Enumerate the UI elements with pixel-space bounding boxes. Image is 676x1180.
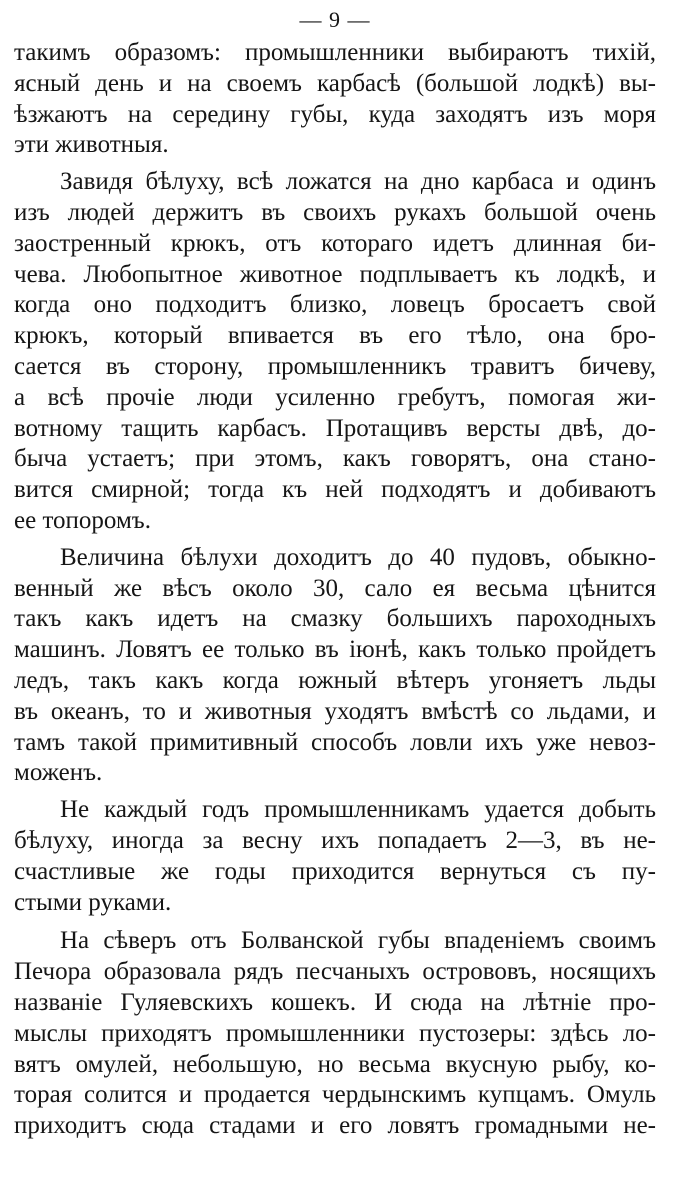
paragraph-2 [14,167,656,537]
text-line: мыслы приходятъ промышленники пустозеры: здѣсь ло- [14,1019,656,1047]
text-line: эти животныя. [14,131,169,159]
text-line: ледъ, такъ какъ когда южный вѣтеръ угоняетъ льды [14,666,656,694]
text-line: вотному тащить карбасъ. Протащивъ версты двѣ, до- [14,414,656,442]
text-line: Величина бѣлухи доходитъ до 40 пудовъ, обыкно- [60,543,656,571]
paragraph-4 [14,795,656,918]
text-line: такъ какъ идетъ на смазку большихъ пароходныхъ [14,605,656,633]
text-line: а всѣ прочіе люди усиленно гребутъ, помогая жи- [14,383,656,411]
text-line: вятъ омулей, небольшую, но весьма вкусную рыбу, ко- [14,1050,656,1078]
text-line: Печора образовала рядъ песчаныхъ острововъ, носящихъ [14,958,656,986]
text-line: венный же вѣсъ около 30, сало ея весьма цѣнится [14,574,656,602]
text-line: ясный день и на своемъ карбасѣ (большой лодкѣ) вы- [14,69,656,97]
text-line: изъ людей держитъ въ своихъ рукахъ большой очень [14,198,656,226]
paragraph-1 [14,38,656,161]
text-line: въ океанъ, то и животныя уходятъ вмѣстѣ со льдами, и [14,697,656,725]
text-line: приходитъ сюда стадами и его ловятъ громадными не- [14,1112,656,1140]
text-line: стыми руками. [14,888,172,916]
text-line: ѣзжаютъ на середину губы, куда заходятъ изъ моря [14,100,656,128]
text-line: вится смирной; тогда къ ней подходятъ и добиваютъ [14,476,656,504]
text-line: Не каждый годъ промышленникамъ удается добыть [60,796,656,824]
text-line: машинъ. Ловятъ ее только въ іюнѣ, какъ только пройдетъ [14,636,656,664]
text-line: быча устаетъ; при этомъ, какъ говорятъ, она стано- [14,445,656,473]
text-line: когда оно подходитъ близко, ловецъ бросаетъ свой [14,291,656,319]
text-line: ее топоромъ. [14,506,151,534]
text-line: такимъ образомъ: промышленники выбираютъ тихій, [14,39,656,66]
text-line: моженъ. [14,759,103,787]
text-line: крюкъ, который впивается въ его тѣло, она бро- [14,322,656,350]
paragraph-3 [14,543,656,789]
page-number: — 9 — [299,7,371,32]
paragraph-5 [14,926,656,1142]
text-line: заостренный крюкъ, отъ котораго идетъ длинная би- [14,229,656,257]
text-line: сается въ сторону, промышленникъ травитъ бичеву, [14,352,656,380]
text-line: чева. Любопытное животное подплываетъ къ лодкѣ, и [14,260,656,288]
text-line: счастливые же годы приходится вернуться съ пу- [14,857,656,885]
text-line: тамъ такой примитивный способъ ловли ихъ уже невоз- [14,728,656,756]
text-line: бѣлуху, иногда за весну ихъ попадаетъ 2—3, въ не- [14,826,656,854]
text-line: Завидя бѣлуху, всѣ ложатся на дно карбаса и одинъ [60,168,656,196]
text-line: На сѣверъ отъ Болванской губы впаденіемъ своимъ [60,927,656,955]
text-line: торая солится и продается чердынскимъ купцамъ. Омуль [14,1081,656,1109]
text-line: названіе Гуляевскихъ кошекъ. И сюда на лѣтніе про- [14,988,656,1016]
